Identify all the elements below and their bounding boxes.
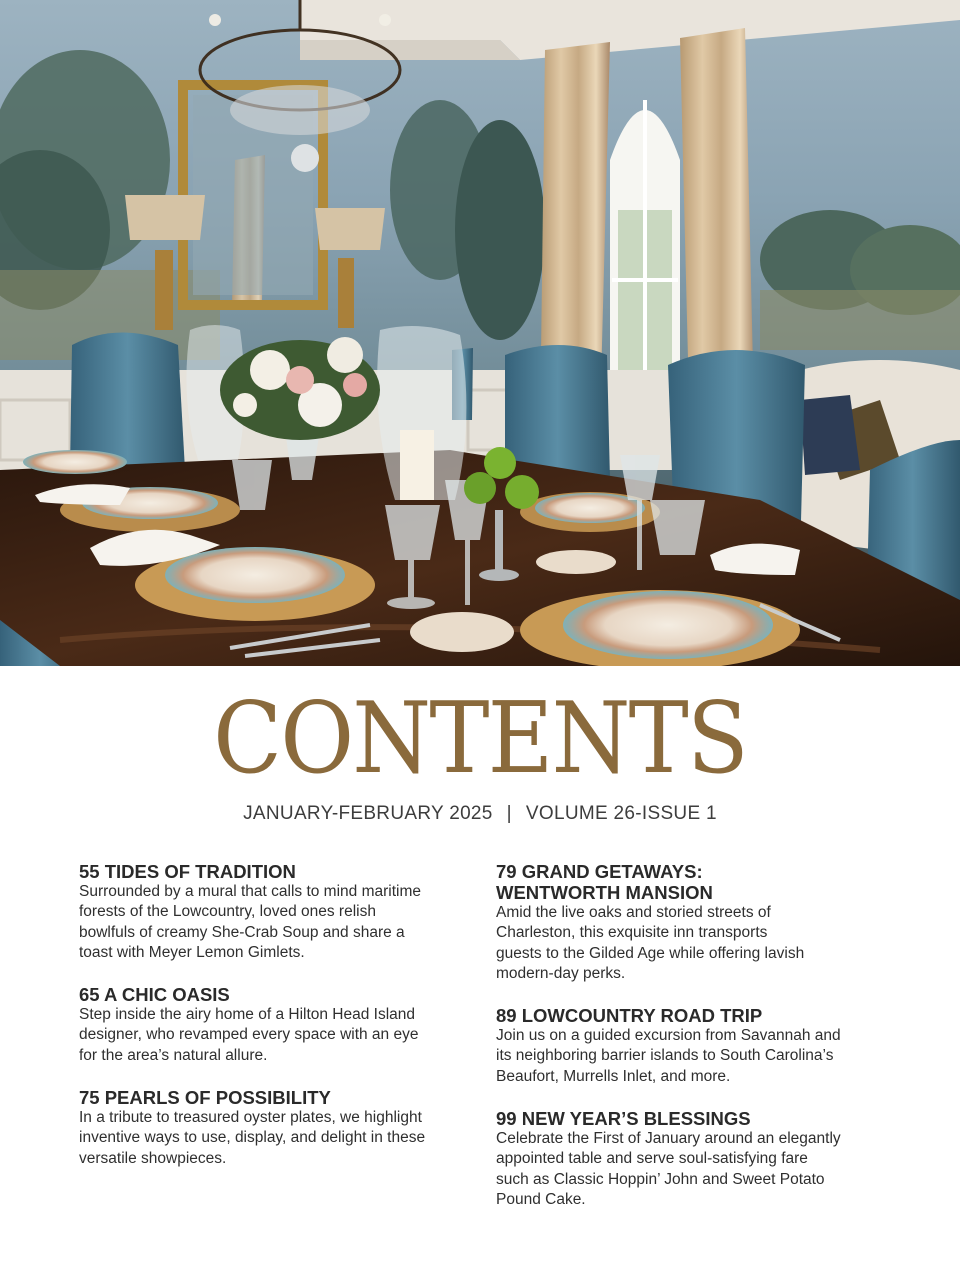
story-entry[interactable] xyxy=(496,1005,896,1087)
description-line: toast with Meyer Lemon Gimlets. xyxy=(79,943,305,961)
description-line: Beaufort, Murrells Inlet, and more. xyxy=(496,1067,731,1085)
story-title: 65 A CHIC OASIS xyxy=(79,984,230,1006)
story-description xyxy=(79,1108,479,1169)
contents-column-left xyxy=(79,861,479,1190)
description-line: In a tribute to treasured oyster plates, we highlight xyxy=(79,1109,422,1127)
description-line: Step inside the airy home of a Hilton Head Island xyxy=(79,1006,416,1024)
description-line: Charleston, this exquisite inn transports xyxy=(496,924,768,942)
story-title-line: 79 GRAND GETAWAYS: xyxy=(496,861,703,882)
description-line: Join us on a guided excursion from Savannah and xyxy=(496,1027,841,1045)
story-description xyxy=(496,1129,896,1210)
story-title-line: WENTWORTH MANSION xyxy=(496,882,713,903)
story-title xyxy=(496,861,896,903)
description-line: Pound Cake. xyxy=(496,1190,586,1208)
story-entry[interactable] xyxy=(79,1087,479,1169)
description-line: bowlfuls of creamy She-Crab Soup and share a xyxy=(79,923,405,941)
description-line: Amid the live oaks and storied streets of xyxy=(496,904,771,921)
description-line: such as Classic Hoppin’ John and Sweet Potato xyxy=(496,1170,825,1188)
issue-info xyxy=(0,803,960,825)
contents-column-right xyxy=(496,861,896,1231)
story-entry[interactable] xyxy=(496,861,896,984)
description-line: inventive ways to use, display, and delight in these xyxy=(79,1129,426,1147)
description-line: versatile showpieces. xyxy=(79,1149,227,1167)
description-line: forests of the Lowcountry, loved ones relish xyxy=(79,903,376,921)
story-entry[interactable] xyxy=(79,861,479,963)
description-line: designer, who revamped every space with an eye xyxy=(79,1026,419,1044)
description-line: for the area’s natural allure. xyxy=(79,1046,268,1064)
description-line: appointed table and serve soul-satisfying fare xyxy=(496,1150,808,1168)
issue-volume: VOLUME 26-ISSUE 1 xyxy=(525,803,717,824)
issue-separator: | xyxy=(506,803,512,824)
issue-date: JANUARY-FEBRUARY 2025 xyxy=(243,803,493,824)
description-line: Surrounded by a mural that calls to mind maritime xyxy=(79,883,422,900)
description-line: Celebrate the First of January around an elegantly xyxy=(496,1130,841,1148)
story-entry[interactable] xyxy=(496,1108,896,1210)
description-line: guests to the Gilded Age while offering lavish xyxy=(496,944,805,962)
description-line: modern-day perks. xyxy=(496,964,626,982)
page-title: CONTENTS xyxy=(213,682,747,796)
story-entry[interactable] xyxy=(79,984,479,1066)
description-line: its neighboring barrier islands to South Carolina’s xyxy=(496,1047,834,1065)
story-description xyxy=(79,1005,479,1066)
story-description xyxy=(496,903,896,984)
story-description xyxy=(79,882,479,963)
story-title: 55 TIDES OF TRADITION xyxy=(79,861,296,882)
story-title: 75 PEARLS OF POSSIBILITY xyxy=(79,1087,331,1109)
story-title: 89 LOWCOUNTRY ROAD TRIP xyxy=(496,1005,763,1027)
story-description xyxy=(496,1026,896,1087)
story-title: 99 NEW YEAR’S BLESSINGS xyxy=(496,1108,751,1130)
